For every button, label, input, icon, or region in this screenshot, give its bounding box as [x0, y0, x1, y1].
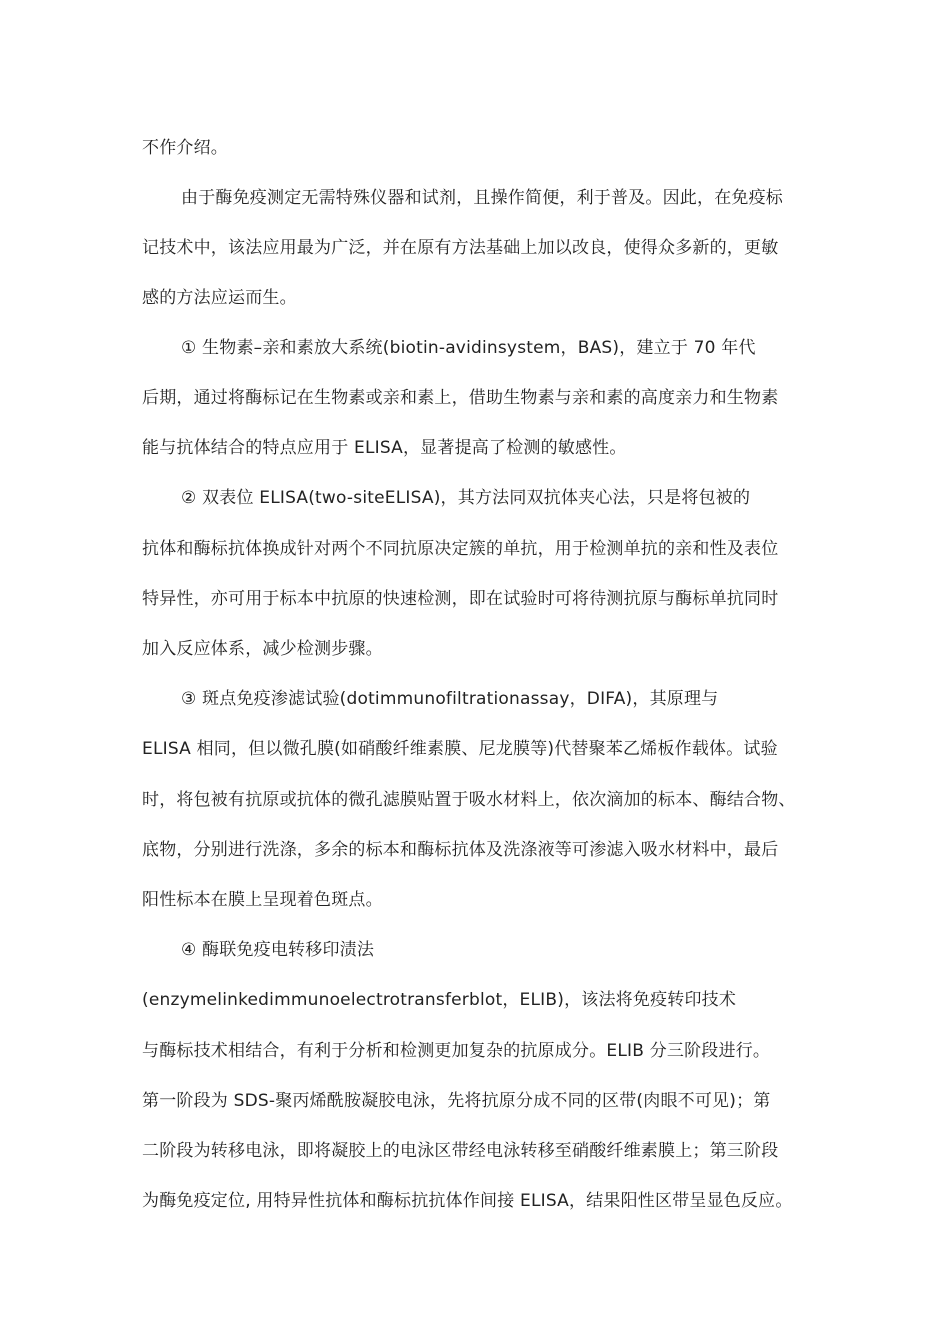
- text-line: ① 生物素–亲和素放大系统(biotin-avidinsystem，BAS)，建立于 70 年代: [181, 338, 756, 358]
- text-line: 感的方法应运而生。: [142, 288, 297, 308]
- text-line: 不作介绍。: [142, 138, 228, 158]
- text-line: 抗体和酶标抗体换成针对两个不同抗原决定簇的单抗，用于检测单抗的亲和性及表位: [142, 539, 779, 559]
- text-line: 第一阶段为 SDS-聚丙烯酰胺凝胶电泳，先将抗原分成不同的区带(肉眼不可见)；第: [142, 1091, 771, 1111]
- text-line: 加入反应体系，减少检测步骤。: [142, 639, 383, 659]
- text-line: 为酶免疫定位, 用特异性抗体和酶标抗抗体作间接 ELISA，结果阳性区带呈显色反应。: [142, 1191, 793, 1211]
- text-line: (enzymelinkedimmunoelectrotransferblot，ELIB)，该法将免疫转印技术: [142, 990, 737, 1010]
- text-line: ④ 酶联免疫电转移印渍法: [181, 940, 375, 960]
- text-line: 由于酶免疫测定无需特殊仪器和试剂，且操作简便，利于普及。因此，在免疫标: [181, 188, 783, 208]
- text-line: 后期，通过将酶标记在生物素或亲和素上，借助生物素与亲和素的高度亲力和生物素: [142, 388, 779, 408]
- text-line: 阳性标本在膜上呈现着色斑点。: [142, 890, 383, 910]
- text-line: 底物，分别进行洗涤，多余的标本和酶标抗体及洗涤液等可渗滤入吸水材料中，最后: [142, 840, 779, 860]
- text-line: ② 双表位 ELISA(two-siteELISA)，其方法同双抗体夹心法，只是将包被的: [181, 488, 751, 508]
- text-line: 能与抗体结合的特点应用于 ELISA，显著提高了检测的敏感性。: [142, 438, 627, 458]
- text-line: ELISA 相同，但以微孔膜(如硝酸纤维素膜、尼龙膜等)代替聚苯乙烯板作载体。试验: [142, 739, 778, 759]
- text-line: ③ 斑点免疫渗滤试验(dotimmunofiltrationassay，DIFA)，其原理与: [181, 689, 719, 709]
- text-line: 与酶标技术相结合，有利于分析和检测更加复杂的抗原成分。ELIB 分三阶段进行。: [142, 1041, 771, 1061]
- text-line: 记技术中，该法应用最为广泛，并在原有方法基础上加以改良，使得众多新的，更敏: [142, 238, 779, 258]
- text-line: 特异性，亦可用于标本中抗原的快速检测，即在试验时可将待测抗原与酶标单抗同时: [142, 589, 779, 609]
- text-line: 二阶段为转移电泳，即将凝胶上的电泳区带经电泳转移至硝酸纤维素膜上；第三阶段: [142, 1141, 779, 1161]
- text-line: 时，将包被有抗原或抗体的微孔滤膜贴置于吸水材料上，依次滴加的标本、酶结合物、: [142, 790, 796, 810]
